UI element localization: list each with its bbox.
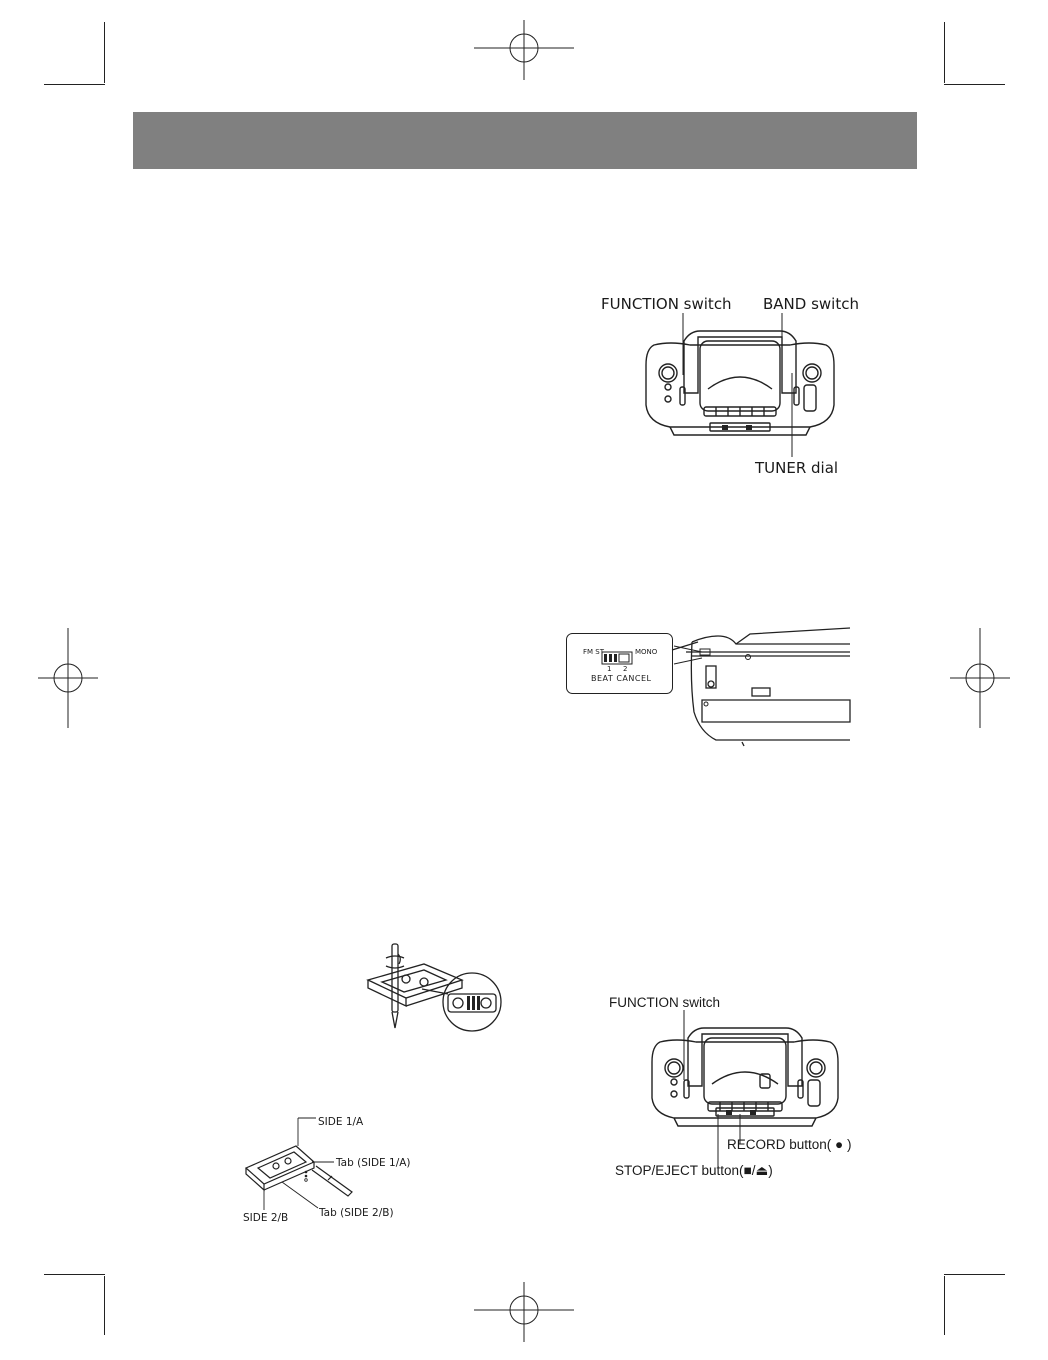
record-button-label: RECORD button( ● ) <box>727 1137 852 1152</box>
position-1-label: 1 <box>607 665 612 673</box>
side-1a-label: SIDE 1/A <box>318 1116 364 1128</box>
crop-mark <box>104 22 105 83</box>
crop-mark <box>44 84 105 85</box>
fm-st-label: FM ST <box>583 648 605 656</box>
stop-eject-button-label: STOP/EJECT button(■/⏏) <box>615 1163 773 1178</box>
boombox-record-illustration <box>648 1014 842 1164</box>
beat-cancel-label: BEAT CANCEL <box>591 674 652 683</box>
tuner-dial-label: TUNER dial <box>755 459 839 477</box>
registration-mark-right <box>950 628 1010 728</box>
boombox-illustration <box>640 315 840 465</box>
tab-side-1a-label: Tab (SIDE 1/A) <box>336 1157 411 1169</box>
band-switch-label: BAND switch <box>763 295 859 313</box>
header-bar <box>133 112 917 169</box>
side-2b-label: SIDE 2/B <box>243 1212 289 1224</box>
callout-connector <box>660 640 706 670</box>
crop-mark <box>944 22 945 83</box>
registration-mark-top <box>474 20 574 80</box>
beat-cancel-callout-box <box>566 633 674 695</box>
tab-side-2b-label: Tab (SIDE 2/B) <box>319 1207 394 1219</box>
crop-mark <box>944 1274 1005 1275</box>
crop-mark <box>944 1276 945 1335</box>
registration-mark-left <box>38 628 98 728</box>
crop-mark <box>104 1276 105 1335</box>
cassette-pencil-illustration <box>362 944 512 1036</box>
crop-mark <box>944 84 1005 85</box>
function-switch-label: FUNCTION switch <box>601 295 732 313</box>
function-switch-label-record: FUNCTION switch <box>609 995 720 1010</box>
cassette-tab-illustration <box>242 1118 362 1214</box>
mono-label: MONO <box>635 648 658 656</box>
crop-mark <box>44 1274 105 1275</box>
registration-mark-bottom <box>474 1282 574 1342</box>
position-2-label: 2 <box>623 665 628 673</box>
